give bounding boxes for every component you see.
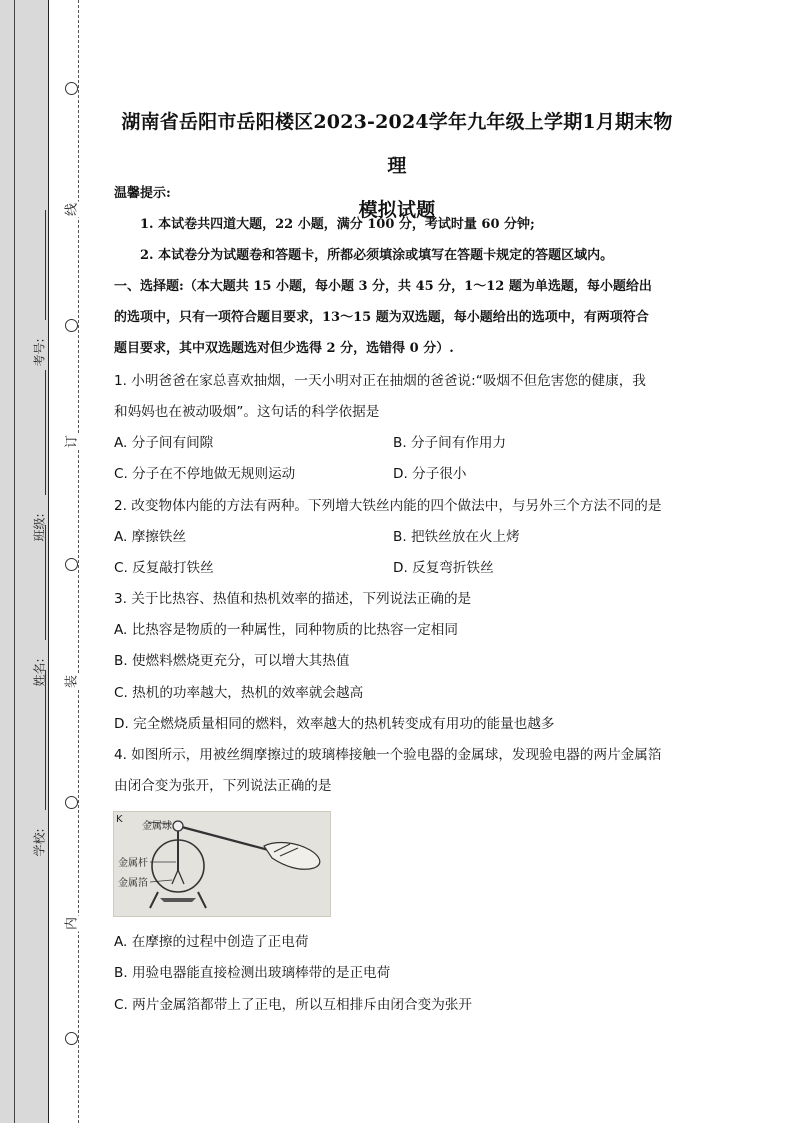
- q4-option-c[interactable]: C. 两片金属箔都带上了正电，所以互相排斥由闭合变为张开: [114, 997, 472, 1013]
- section-1-line-3: 题目要求，其中双选题选对但少选得 2 分，选错得 0 分）.: [114, 341, 454, 356]
- binding-strip: [0, 0, 49, 1123]
- q1-option-b[interactable]: B. 分子间有作用力: [393, 435, 507, 451]
- label-rod: 金属杆: [118, 858, 148, 869]
- section-1-line-1: 一、选择题:（本大题共 15 小题，每小题 3 分，共 45 分，1～12 题为单选题，每小题给出: [114, 279, 652, 294]
- metal-foils: [172, 870, 184, 884]
- q4-option-a[interactable]: A. 在摩擦的过程中创造了正电荷: [114, 934, 309, 950]
- marker-xian: 线: [59, 202, 82, 218]
- q4-option-b[interactable]: B. 用验电器能直接检测出玻璃棒带的是正电荷: [114, 965, 391, 981]
- field-class-line[interactable]: [45, 370, 46, 495]
- q4-stem-line-2: 由闭合变为张开，下列说法正确的是: [114, 778, 332, 794]
- q3-option-d[interactable]: D. 完全燃烧质量相同的燃料，效率越大的热机转变成有用功的能量也越多: [114, 716, 555, 732]
- svg-text:K: K: [116, 814, 123, 825]
- q1-option-a[interactable]: A. 分子间有间隙: [114, 435, 214, 451]
- electroscope-illustration: [114, 812, 330, 916]
- q2-option-c[interactable]: C. 反复敲打铁丝: [114, 560, 214, 576]
- binding-hole: [65, 82, 78, 95]
- q2-option-b[interactable]: B. 把铁丝放在火上烤: [393, 529, 520, 545]
- title-line-1: 湖南省岳阳市岳阳楼区2023-2024学年九年级上学期1月期末物理: [121, 111, 673, 177]
- q3-stem: 3. 关于比热容、热值和热机效率的描述，下列说法正确的是: [114, 591, 472, 607]
- q3-option-a[interactable]: A. 比热容是物质的一种属性，同种物质的比热容一定相同: [114, 622, 458, 638]
- marker-nei: 内: [59, 916, 82, 932]
- q1-stem-line-1: 1. 小明爸爸在家总喜欢抽烟，一天小明对正在抽烟的爸爸说:“吸烟不但危害您的健康，我: [114, 373, 646, 389]
- page-title: [114, 100, 680, 232]
- field-class-label: 班级:: [32, 513, 47, 542]
- marker-ding: 订: [59, 434, 82, 450]
- q1-option-d[interactable]: D. 分子很小: [393, 466, 467, 482]
- binding-hole: [65, 796, 78, 809]
- metal-ball: [173, 821, 183, 831]
- notice-item-1: 1. 本试卷共四道大题，22 小题，满分 100 分，考试时量 60 分钟;: [140, 217, 535, 232]
- section-1-line-2: 的选项中，只有一项符合题目要求，13～15 题为双选题，每小题给出的选项中，有两项符合: [114, 310, 649, 325]
- hand-icon: [264, 843, 320, 870]
- notice-label: 温馨提示:: [114, 186, 171, 201]
- q2-option-d[interactable]: D. 反复弯折铁丝: [393, 560, 494, 576]
- label-ball: 金属球: [142, 821, 172, 832]
- field-exam-no-line[interactable]: [45, 210, 46, 320]
- q3-option-b[interactable]: B. 使燃料燃烧更充分，可以增大其热值: [114, 653, 350, 669]
- binding-hole: [65, 1032, 78, 1045]
- q2-stem: 2. 改变物体内能的方法有两种。下列增大铁丝内能的四个做法中，与另外三个方法不同的是: [114, 498, 662, 514]
- cut-line: [78, 0, 79, 1123]
- electroscope-figure: [113, 811, 331, 917]
- glass-rod: [178, 826, 276, 852]
- q4-stem-line-1: 4. 如图所示，用被丝绸摩擦过的玻璃棒接触一个验电器的金属球，发现验电器的两片金属箔: [114, 747, 662, 763]
- field-name-label: 姓名:: [32, 658, 47, 687]
- q1-stem-line-2: 和妈妈也在被动吸烟”。这句话的科学依据是: [114, 404, 380, 420]
- notice-item-2: 2. 本试卷分为试题卷和答题卡，所都必须填涂或填写在答题卡规定的答题区域内。: [140, 248, 614, 263]
- title-line-2: 模拟试题: [358, 199, 436, 221]
- field-exam-no-label: 考号:: [32, 338, 47, 367]
- q2-option-a[interactable]: A. 摩擦铁丝: [114, 529, 187, 545]
- q3-option-c[interactable]: C. 热机的功率越大，热机的效率就会越高: [114, 685, 364, 701]
- label-foil: 金属箔: [118, 878, 148, 889]
- field-school-line[interactable]: [45, 670, 46, 810]
- marker-zhuang: 装: [59, 674, 82, 690]
- q1-option-c[interactable]: C. 分子在不停地做无规则运动: [114, 466, 296, 482]
- field-name-line[interactable]: [45, 525, 46, 640]
- binding-hole: [65, 558, 78, 571]
- binding-hole: [65, 319, 78, 332]
- field-school-label: 学校:: [32, 828, 47, 857]
